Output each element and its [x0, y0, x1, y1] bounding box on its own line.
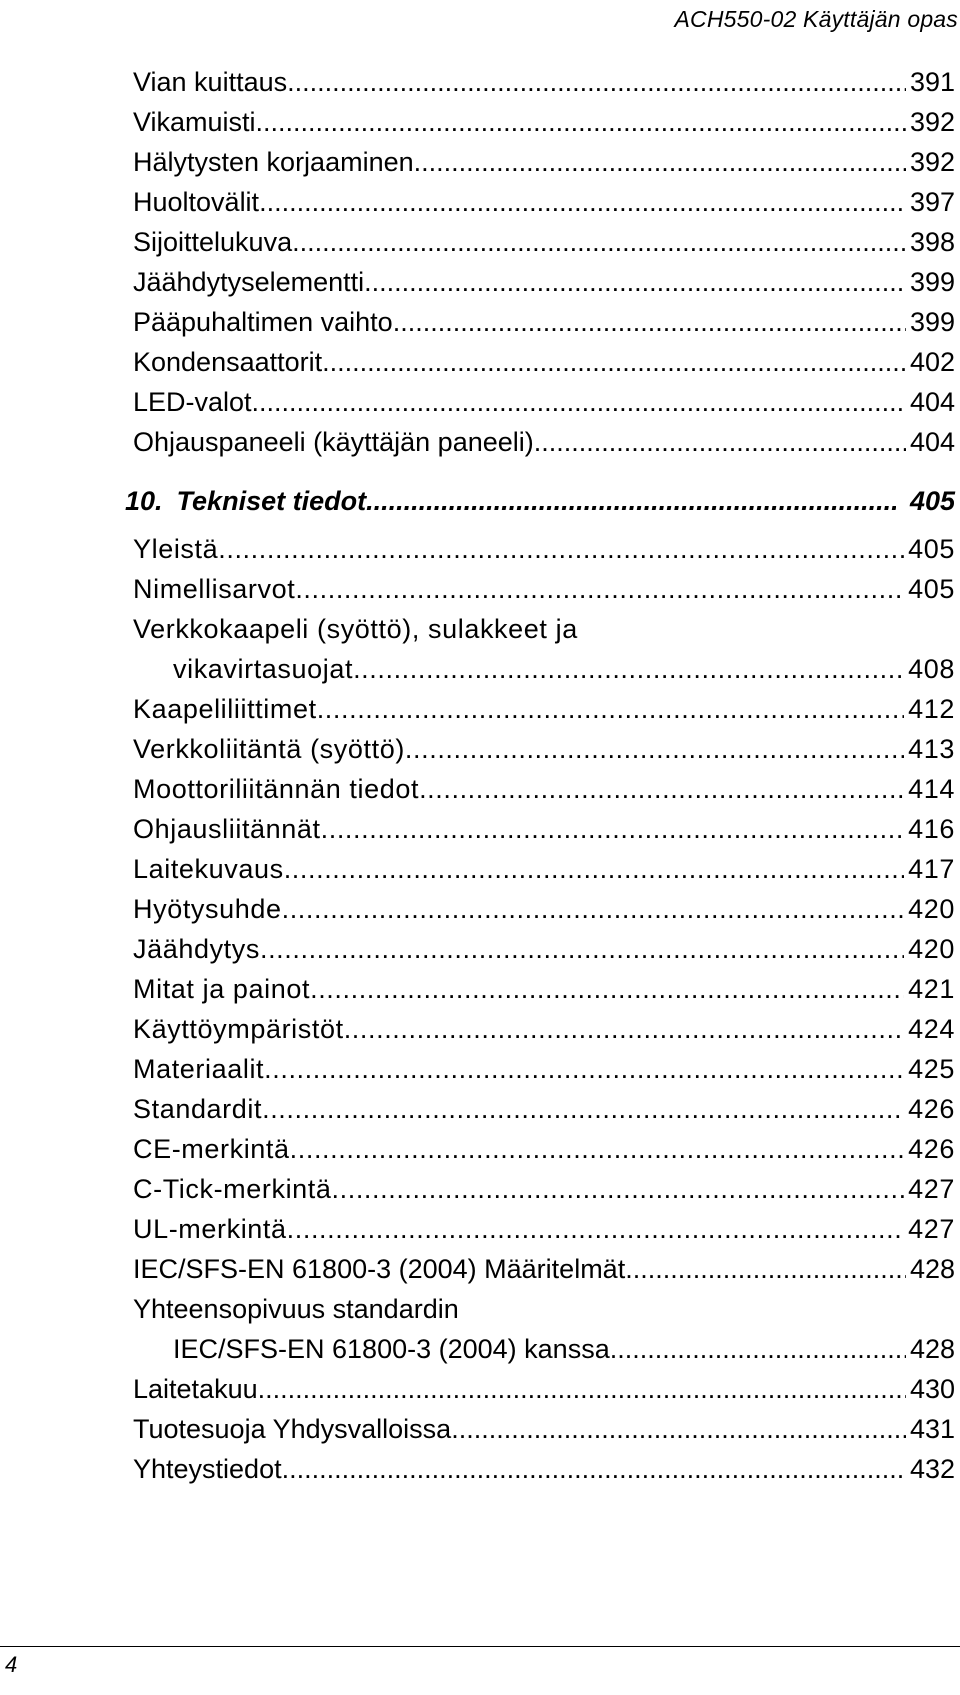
toc-entry[interactable] — [133, 102, 955, 142]
dot-leader — [284, 849, 904, 889]
toc-entry[interactable] — [133, 849, 955, 889]
toc-entry-title: Käyttöympäristöt — [133, 1014, 344, 1044]
toc-entry-title: Ohjauspaneeli (käyttäjän paneeli) — [133, 427, 534, 457]
dot-leader — [366, 481, 896, 521]
toc-entry-page: 412 — [908, 694, 955, 724]
toc-entry-title: Ohjausliitännät — [133, 814, 321, 844]
dot-leader — [292, 222, 906, 262]
toc-entry[interactable] — [133, 1209, 955, 1249]
toc-entry-title: Hälytysten korjaaminen — [133, 147, 414, 177]
toc-entry-page: 416 — [908, 814, 955, 844]
toc-entry-page: 425 — [908, 1054, 955, 1084]
dot-leader — [259, 182, 906, 222]
toc-entry[interactable] — [133, 1249, 955, 1289]
dot-leader — [256, 102, 906, 142]
toc-entry-title: Tuotesuoja Yhdysvalloissa — [133, 1414, 452, 1444]
toc-entry[interactable] — [133, 222, 955, 262]
toc-entry[interactable] — [133, 1129, 955, 1169]
toc-entry-title: Vikamuisti — [133, 107, 256, 137]
dot-leader — [310, 969, 904, 1009]
toc-section-2 — [133, 529, 955, 1249]
toc-entry-title: Materiaalit — [133, 1054, 265, 1084]
toc-entry[interactable] — [133, 1049, 955, 1089]
toc-entry-page: 413 — [908, 734, 955, 764]
dot-leader — [344, 1009, 904, 1049]
toc-entry[interactable] — [133, 769, 955, 809]
toc-section-3 — [133, 1249, 955, 1489]
dot-leader — [625, 1249, 906, 1289]
toc-entry[interactable] — [133, 1169, 955, 1209]
toc-entry-title: IEC/SFS-EN 61800-3 (2004) Määritelmät — [133, 1254, 626, 1284]
dot-leader — [287, 1209, 905, 1249]
toc-entry-page: 421 — [908, 974, 955, 1004]
toc-entry-title: Laitetakuu — [133, 1374, 258, 1404]
toc-entry[interactable] — [133, 729, 955, 769]
toc-entry-page: 430 — [909, 1374, 955, 1404]
toc-entry[interactable] — [133, 649, 955, 689]
toc-entry[interactable] — [133, 382, 955, 422]
toc-entry-page: 426 — [908, 1134, 955, 1164]
toc-entry-page: 408 — [908, 654, 955, 684]
toc-entry-title: Nimellisarvot — [133, 574, 296, 604]
table-of-contents — [125, 62, 955, 1489]
dot-leader — [295, 569, 904, 609]
toc-entry-title: LED-valot — [133, 387, 252, 417]
dot-leader — [364, 262, 906, 302]
toc-entry-page: 427 — [908, 1174, 955, 1204]
toc-entry-title: Huoltovälit — [133, 187, 260, 217]
toc-entry[interactable] — [133, 929, 955, 969]
dot-leader — [252, 382, 906, 422]
toc-entry-continued[interactable]: Verkkokaapeli (syöttö), sulakkeet ja — [133, 614, 578, 644]
chapter-page: 405 — [909, 486, 955, 516]
toc-entry[interactable] — [133, 182, 955, 222]
toc-entry-title: Mitat ja painot — [133, 974, 311, 1004]
footer-rule — [0, 1646, 960, 1647]
toc-entry[interactable] — [133, 262, 955, 302]
toc-entry-page: 414 — [908, 774, 955, 804]
dot-leader — [282, 889, 905, 929]
toc-entry[interactable] — [133, 342, 955, 382]
toc-entry[interactable] — [133, 142, 955, 182]
dot-leader — [218, 529, 904, 569]
toc-entry-page: 432 — [909, 1454, 955, 1484]
toc-entry-page: 431 — [909, 1414, 955, 1444]
dot-leader — [262, 1089, 904, 1129]
toc-entry[interactable] — [133, 569, 955, 609]
toc-entry-title: vikavirtasuojat — [173, 654, 354, 684]
running-header: ACH550-02 Käyttäjän opas — [674, 6, 958, 32]
dot-leader — [610, 1329, 906, 1369]
dot-leader — [282, 1449, 906, 1489]
dot-leader — [332, 1169, 905, 1209]
toc-entry-page: 420 — [908, 894, 955, 924]
toc-entry-page: 424 — [908, 1014, 955, 1044]
chapter-number: 10. — [125, 486, 163, 516]
toc-entry-title: Yleistä — [133, 534, 219, 564]
footer-page-number: 4 — [5, 1652, 18, 1677]
dot-leader — [414, 142, 906, 182]
toc-entry-title: C-Tick-merkintä — [133, 1174, 332, 1204]
toc-entry-page: 417 — [908, 854, 955, 884]
toc-entry[interactable] — [133, 1369, 955, 1409]
toc-entry-title: Kondensaattorit — [133, 347, 323, 377]
toc-entry-page: 392 — [909, 107, 955, 137]
toc-entry-title: UL-merkintä — [133, 1214, 287, 1244]
chapter-title: Tekniset tiedot — [176, 486, 367, 516]
toc-entry-title: Laitekuvaus — [133, 854, 284, 884]
toc-entry[interactable] — [133, 969, 955, 1009]
dot-leader — [287, 62, 906, 102]
toc-entry-title: Yhteystiedot — [133, 1454, 282, 1484]
toc-entry-page: 392 — [909, 147, 955, 177]
toc-entry[interactable] — [133, 809, 955, 849]
dot-leader — [258, 1369, 906, 1409]
toc-entry-page: 404 — [909, 387, 955, 417]
toc-entry[interactable] — [133, 689, 955, 729]
toc-entry-page: 420 — [908, 934, 955, 964]
toc-entry[interactable] — [133, 62, 955, 102]
toc-chapter-heading[interactable] — [125, 481, 955, 521]
toc-entry[interactable] — [133, 1329, 955, 1369]
toc-entry[interactable] — [133, 889, 955, 929]
toc-entry-title: Kaapeliliittimet — [133, 694, 317, 724]
toc-entry-continued[interactable]: Yhteensopivuus standardin — [133, 1294, 459, 1324]
toc-entry[interactable] — [133, 1409, 955, 1449]
toc-entry-page: 428 — [909, 1254, 955, 1284]
toc-entry-title: Jäähdytys — [133, 934, 260, 964]
toc-entry-title: Hyötysuhde — [133, 894, 282, 924]
toc-entry-page: 398 — [909, 227, 955, 257]
dot-leader — [393, 302, 906, 342]
toc-entry-title: Vian kuittaus — [133, 67, 288, 97]
toc-entry-page: 399 — [909, 307, 955, 337]
toc-entry-page: 391 — [909, 67, 955, 97]
toc-entry-title: Jäähdytyselementti — [133, 267, 365, 297]
toc-entry-title: Pääpuhaltimen vaihto — [133, 307, 393, 337]
toc-section-1 — [133, 62, 955, 462]
toc-entry[interactable] — [133, 422, 955, 462]
toc-entry-page: 404 — [909, 427, 955, 457]
toc-entry[interactable] — [133, 1009, 955, 1049]
toc-entry-title: Standardit — [133, 1094, 263, 1124]
toc-entry-page: 428 — [909, 1334, 955, 1364]
toc-entry-page: 397 — [909, 187, 955, 217]
toc-entry[interactable] — [133, 529, 955, 569]
toc-entry-title: CE-merkintä — [133, 1134, 290, 1164]
toc-entry-page: 399 — [909, 267, 955, 297]
dot-leader — [405, 729, 904, 769]
toc-entry-title: Sijoittelukuva — [133, 227, 293, 257]
dot-leader — [451, 1409, 906, 1449]
dot-leader — [321, 809, 905, 849]
dot-leader — [317, 689, 904, 729]
dot-leader — [534, 422, 906, 462]
dot-leader — [264, 1049, 904, 1089]
dot-leader — [419, 769, 904, 809]
dot-leader — [322, 342, 906, 382]
toc-entry-title: IEC/SFS-EN 61800-3 (2004) kanssa — [173, 1334, 610, 1364]
toc-entry-page: 405 — [908, 534, 955, 564]
toc-entry[interactable] — [133, 302, 955, 342]
toc-entry-title: Moottoriliitännän tiedot — [133, 774, 420, 804]
toc-entry-title: Verkkoliitäntä (syöttö) — [133, 734, 405, 764]
dot-leader — [290, 1129, 905, 1169]
toc-entry-page: 405 — [908, 574, 955, 604]
dot-leader — [353, 649, 904, 689]
toc-entry[interactable] — [133, 1089, 955, 1129]
toc-entry-page: 402 — [909, 347, 955, 377]
toc-entry-page: 426 — [908, 1094, 955, 1124]
dot-leader — [260, 929, 904, 969]
toc-entry-page: 427 — [908, 1214, 955, 1244]
toc-entry[interactable] — [133, 1449, 955, 1489]
